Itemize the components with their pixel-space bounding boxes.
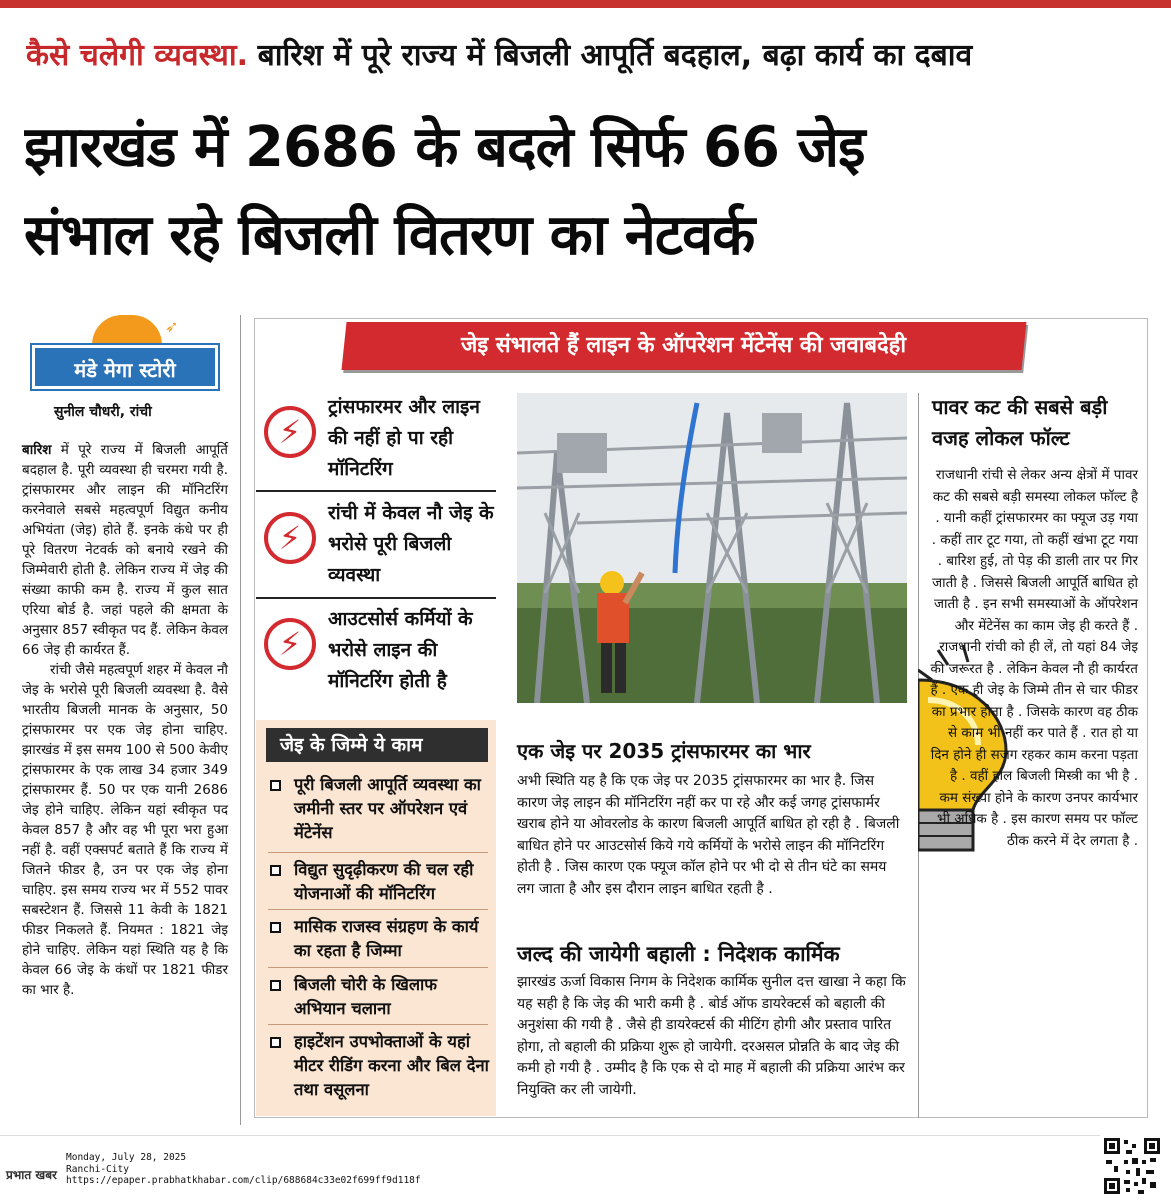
highlight-divider: [256, 597, 496, 599]
duties-title: जेइ के जिम्मे ये काम: [266, 728, 488, 762]
duty-item: [270, 973, 492, 1021]
prabhat-khabar-logo: प्रभात खबर: [6, 1168, 57, 1182]
column-divider: [240, 315, 241, 1125]
highlight-divider: [256, 490, 496, 492]
duty-text: विद्युत सुदृढ़ीकरण की चल रही योजनाओं की मॉनिटरिंग: [294, 860, 474, 903]
lightning-bolt-icon: ⚡: [264, 618, 316, 670]
substation-illustration: [517, 393, 907, 703]
duty-text: पूरी बिजली आपूर्ति व्यवस्था का जमीनी स्तर पर ऑपरेशन एवं मेंटेनेंस: [294, 775, 481, 842]
duty-text: बिजली चोरी के खिलाफ अभियान चलाना: [294, 975, 438, 1018]
lightning-bolt-icon: ⚡: [264, 512, 316, 564]
right-column-heading: पावर कट की सबसे बड़ी वजह लोकल फॉल्ट: [932, 395, 1108, 450]
left-paragraph-2: रांची जैसे महत्वपूर्ण शहर में केवल नौ जेइ के भरोसे पूरी बिजली व्यवस्था है. वैसे भारतीय बिजली मानक के अनुसार, 50 ट्रांसफारमर पर एक जेइ होना चाहिए. झारखंड में इस समय 100 से 500 केवीए ट्रांसफारमर के एक लाख 34 हजार 349 ट्रांसफारमर हैं. 50 पर एक यानी 2686 जेइ होने चाहिए. लेकिन यहां स्वीकृत पद केवल 857 है और वह भी पूरा भरा हुआ नहीं है. वहीं एक्सपर्ट बताते हैं कि राज्य में जितने फीडर है, उन पर एक जेइ होना चाहिए. इस समय राज्य भर में 552 पावर सबस्टेशन हैं. जिससे 11 केवी के 1821 फीडर निकलते हैं. नियमत : 1821 जेइ होने चाहिए. लेकिन यहां स्थिति यह है कि केवल 66 जेइ के कंधों पर 1821 फीडर का भार है.: [22, 662, 228, 998]
highlight-item: [262, 498, 496, 603]
duty-divider: [268, 852, 488, 853]
logo-label: मंडे मेगा स्टोरी: [32, 345, 218, 389]
sun-icon: [92, 315, 162, 345]
duty-text: मासिक राजस्व संग्रहण के कार्य का रहता है जिम्मा: [294, 917, 479, 960]
duty-divider: [268, 1024, 488, 1025]
left-article-column: [22, 440, 228, 1000]
kicker-line: [26, 36, 1156, 76]
left-paragraph-1-text: में पूरे राज्य में बिजली आपूर्ति बदहाल है. पूरी व्यवस्था ही चरमरा गयी है. ट्रांसफारमर और लाइन की मॉनिटरिंग करनेवाले सबसे महत्वपूर्ण विद्युत कनीय अभियंता (जेइ) होते हैं. इनके कंधे पर ही पूरे वितरण नेटवर्क को बनाये रखने की जिम्मेवारी होती है. लेकिन राज्य में जेइ की संख्या काफी कम है. राज्य में कुल सात एरिया बोर्ड है. जहां पहले की क्षमता के अनुसार 857 स्वीकृत पद हैं. लेकिन केवल 66 जेइ ही कार्यरत हैं.: [22, 442, 228, 658]
right-column-body: राजधानी रांची से लेकर अन्य क्षेत्रों में पावर कट की सबसे बड़ी समस्या लोकल फॉल्ट है . यानी कहीं ट्रांसफारमर का फ्यूज उड़ गया . कहीं तार टूट गया, तो कहीं खंभा टूट गया . बारिश हुई, तो पेड़ की डाली तार पर गिर जाती है . जिससे बिजली आपूर्ति बाधित हो जाती है . इन सभी समस्याओं के ऑपरेशन और मेंटेनेंस का काम जेइ ही करते हैं . राजधानी रांची को ही लें, तो यहां 84 जेइ की जरूरत है . लेकिन केवल नौ ही कार्यरत हैं . एक ही जेइ के जिम्मे तीन से चार फीडर का प्रभार होता है . जिसके कारण वह ठीक से काम भी नहीं कर पाते हैं . रात हो या दिन होने ही सजग रहकर काम करना पड़ता है . वहीं हाल बिजली मिस्त्री का भी है . कम संख्या होने के कारण उनपर कार्यभार भी अधिक है . इस कारण समय पर फॉल्ट ठीक करने में देर लगता है .: [930, 467, 1138, 849]
headline-line-2: संभाल रहे बिजली वितरण का नेटवर्क: [24, 203, 755, 268]
qr-code-icon[interactable]: [1102, 1136, 1162, 1196]
lineman-photo: [517, 393, 907, 703]
duty-item: [270, 915, 492, 963]
footer-date: Monday, July 28, 2025: [66, 1152, 187, 1163]
footer-edition: Ranchi-City: [66, 1163, 129, 1175]
top-color-bar: [0, 0, 1171, 8]
kicker-black: बारिश में पूरे राज्य में बिजली आपूर्ति बदहाल, बढ़ा कार्य का दबाव: [257, 38, 973, 73]
footer-url[interactable]: https://epaper.prabhatkhabar.com/clip/688684c33e02f699ff9d118f: [66, 1175, 421, 1186]
left-paragraph-1: [22, 440, 228, 660]
footer-divider: [0, 1135, 1100, 1136]
highlight-text: ट्रांसफारमर और लाइन की नहीं हो पा रही मॉनिटरिंग: [328, 396, 480, 480]
middle-body-2: झारखंड ऊर्जा विकास निगम के निदेशक कार्मिक सुनील दत्त खाखा ने कहा कि यह सही है कि जेइ की भारी कमी है . बोर्ड ऑफ डायरेक्टर्स को बहाली की अनुशंसा की गयी है . जैसे ही डायरेक्टर्स की मीटिंग होगी और प्रस्ताव पारित होगा, तो बहाली की प्रक्रिया शुरू हो जायेगी. दरअसल प्रोन्नति के बाद जेइ की कमी हो गयी है . उम्मीद है कि एक से दो माह में बहाली की प्रक्रिया आरंभ कर नियुक्ति कर ली जायेगी.: [517, 974, 906, 1098]
duty-divider: [268, 909, 488, 910]
banner-text: जेइ संभालते हैं लाइन के ऑपरेशन मेंटेनेंस की जवाबदेही: [461, 333, 907, 358]
highlight-text: रांची में केवल नौ जेइ के भरोसे पूरी बिजली व्यवस्था: [328, 502, 494, 586]
highlight-item: [262, 604, 496, 709]
lead-word: बारिश: [22, 442, 52, 458]
monday-mega-story-logo: [22, 315, 228, 395]
highlight-item: [262, 392, 496, 497]
checkbox-icon: [270, 865, 281, 876]
middle-body-1: अभी स्थिति यह है कि एक जेइ पर 2035 ट्रांसफारमर का भार है. जिस कारण जेइ लाइन की मॉनिटरिंग नहीं कर पा रहे और कई जगह ट्रांसफार्मर खराब होने या ओवरलोड के कारण बिजली आपूर्ति बाधित हो रही है . बिजली बाधित होने पर आउटसोर्स किये गये कर्मियों के भरोसे लाइन की मॉनिटरिंग होती है . जिस कारण एक फ्यूज कॉल होने पर भी दो से तीन घंटे का समय लग जाता है और इस दौरान लाइन बाधित रहती है .: [517, 773, 900, 897]
checkbox-icon: [270, 1037, 281, 1048]
headline-line-1: झारखंड में 2686 के बदले सिर्फ 66 जेइ: [24, 115, 865, 180]
bird-icon: ➶: [165, 317, 179, 336]
duty-item: [270, 858, 492, 906]
feature-banner: [341, 322, 1026, 370]
duty-item: [270, 1030, 492, 1102]
middle-heading-2: जल्द की जायेगी बहाली : निदेशक कार्मिक: [517, 942, 840, 966]
duty-text: हाइटेंशन उपभोक्ताओं के यहां मीटर रीडिंग करना और बिल देना तथा वसूलना: [294, 1032, 489, 1099]
byline: सुनील चौधरी, रांची: [54, 404, 152, 420]
duty-item: [270, 773, 492, 845]
lightning-bolt-icon: ⚡: [264, 406, 316, 458]
footer-meta: [66, 1152, 421, 1187]
duty-divider: [268, 967, 488, 968]
checkbox-icon: [270, 780, 281, 791]
checkbox-icon: [270, 980, 281, 991]
checkbox-icon: [270, 922, 281, 933]
kicker-red: कैसे चलेगी व्यवस्था.: [26, 38, 249, 73]
middle-heading-1: एक जेइ पर 2035 ट्रांसफारमर का भार: [517, 739, 811, 763]
highlight-text: आउटसोर्स कर्मियों के भरोसे लाइन की मॉनिटरिंग होती है: [328, 608, 473, 692]
